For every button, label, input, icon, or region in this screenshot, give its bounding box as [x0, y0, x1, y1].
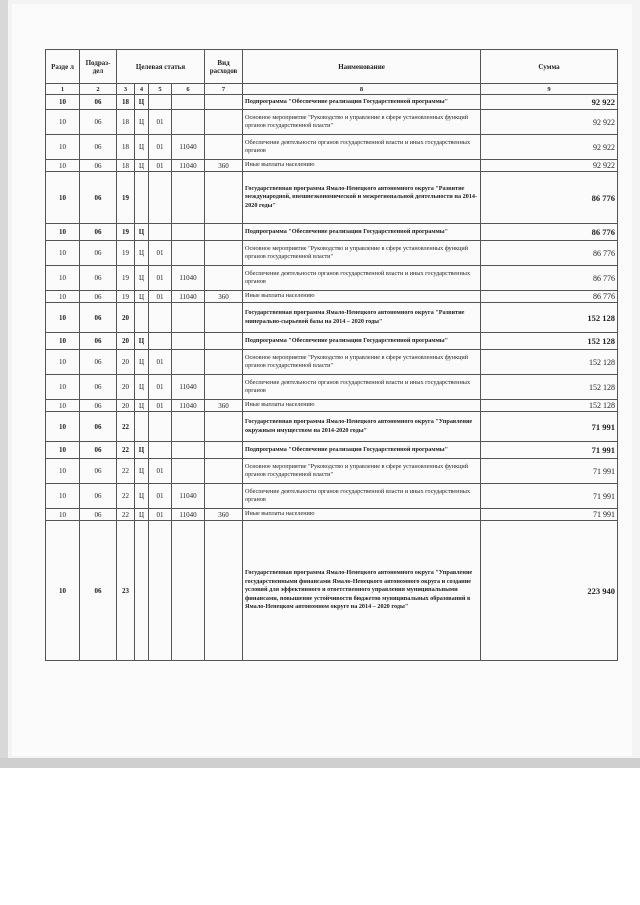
activity-code-cell — [149, 442, 172, 459]
podrazdel-cell: 06 — [80, 172, 117, 224]
activity-code-cell: 01 — [149, 484, 172, 509]
table-row — [46, 509, 618, 521]
program-code-cell: 19 — [117, 224, 135, 241]
sum-cell: 152 128 — [481, 375, 618, 400]
sum-cell: 92 922 — [481, 95, 618, 110]
razdel-cell: 10 — [46, 375, 80, 400]
direction-code-cell: 11040 — [172, 509, 205, 521]
expense-type-cell — [205, 172, 243, 224]
table-body — [46, 95, 618, 661]
activity-code-cell: 01 — [149, 266, 172, 291]
expense-type-cell — [205, 266, 243, 291]
sum-cell: 86 776 — [481, 224, 618, 241]
expense-type-cell — [205, 135, 243, 160]
razdel-cell: 10 — [46, 400, 80, 412]
header-expense-type: Вид расходов — [205, 50, 243, 84]
razdel-cell: 10 — [46, 172, 80, 224]
activity-code-cell: 01 — [149, 160, 172, 172]
column-number: 6 — [172, 84, 205, 95]
direction-code-cell: 11040 — [172, 291, 205, 303]
sum-cell: 71 991 — [481, 459, 618, 484]
razdel-cell: 10 — [46, 110, 80, 135]
table-row — [46, 241, 618, 266]
subprogram-code-cell: Ц — [135, 484, 149, 509]
sum-cell: 92 922 — [481, 135, 618, 160]
razdel-cell: 10 — [46, 484, 80, 509]
name-cell: Иные выплаты населению — [243, 291, 481, 303]
subprogram-code-cell: Ц — [135, 160, 149, 172]
column-number: 7 — [205, 84, 243, 95]
table-row — [46, 135, 618, 160]
column-number: 1 — [46, 84, 80, 95]
activity-code-cell — [149, 95, 172, 110]
activity-code-cell: 01 — [149, 350, 172, 375]
program-code-cell: 22 — [117, 459, 135, 484]
podrazdel-cell: 06 — [80, 459, 117, 484]
razdel-cell: 10 — [46, 135, 80, 160]
table-row — [46, 350, 618, 375]
program-code-cell: 20 — [117, 400, 135, 412]
table-row — [46, 459, 618, 484]
name-cell: Подпрограмма "Обеспечение реализации Государственной программы" — [243, 333, 481, 350]
razdel-cell: 10 — [46, 350, 80, 375]
name-cell: Государственная программа Ямало-Ненецкого автономного округа "Управление государственными финансами Ямало-Ненецкого автономного округа и создание условий для эффективного и ответственного управления муниципальными финансами, повышение устойчивости бюджетов муниципальных образований в Ямало-Ненецком автономном округе на 2014 – 2020 годы" — [243, 521, 481, 661]
expense-type-cell — [205, 442, 243, 459]
scan-edge-left — [0, 0, 8, 768]
podrazdel-cell: 06 — [80, 241, 117, 266]
razdel-cell: 10 — [46, 160, 80, 172]
program-code-cell: 19 — [117, 266, 135, 291]
subprogram-code-cell — [135, 521, 149, 661]
activity-code-cell — [149, 412, 172, 442]
name-cell: Основное мероприятие "Руководство и управление в сфере установленных функций органов государственной власти" — [243, 350, 481, 375]
sum-cell: 86 776 — [481, 291, 618, 303]
direction-code-cell — [172, 241, 205, 266]
sum-cell: 71 991 — [481, 442, 618, 459]
expense-type-cell — [205, 110, 243, 135]
name-cell: Иные выплаты населению — [243, 509, 481, 521]
expense-type-cell — [205, 224, 243, 241]
table-row — [46, 95, 618, 110]
direction-code-cell: 11040 — [172, 160, 205, 172]
razdel-cell: 10 — [46, 291, 80, 303]
podrazdel-cell: 06 — [80, 291, 117, 303]
program-code-cell: 20 — [117, 333, 135, 350]
razdel-cell: 10 — [46, 412, 80, 442]
sum-cell: 86 776 — [481, 172, 618, 224]
razdel-cell: 10 — [46, 521, 80, 661]
direction-code-cell — [172, 459, 205, 484]
podrazdel-cell: 06 — [80, 160, 117, 172]
activity-code-cell — [149, 172, 172, 224]
activity-code-cell: 01 — [149, 375, 172, 400]
table-row — [46, 266, 618, 291]
direction-code-cell — [172, 442, 205, 459]
subprogram-code-cell: Ц — [135, 224, 149, 241]
program-code-cell: 20 — [117, 350, 135, 375]
table-row — [46, 333, 618, 350]
table-header-row — [46, 50, 618, 84]
expense-type-cell: 360 — [205, 291, 243, 303]
sum-cell: 71 991 — [481, 509, 618, 521]
column-number: 9 — [481, 84, 618, 95]
program-code-cell: 19 — [117, 291, 135, 303]
expense-type-cell — [205, 333, 243, 350]
razdel-cell: 10 — [46, 459, 80, 484]
expense-type-cell — [205, 412, 243, 442]
name-cell: Иные выплаты населению — [243, 160, 481, 172]
table-row — [46, 110, 618, 135]
activity-code-cell — [149, 521, 172, 661]
subprogram-code-cell: Ц — [135, 135, 149, 160]
name-cell: Подпрограмма "Обеспечение реализации Государственной программы" — [243, 442, 481, 459]
header-podrazdel: Подраз- дел — [80, 50, 117, 84]
razdel-cell: 10 — [46, 303, 80, 333]
expense-type-cell — [205, 95, 243, 110]
subprogram-code-cell — [135, 412, 149, 442]
subprogram-code-cell: Ц — [135, 459, 149, 484]
podrazdel-cell: 06 — [80, 509, 117, 521]
podrazdel-cell: 06 — [80, 266, 117, 291]
activity-code-cell: 01 — [149, 400, 172, 412]
expense-type-cell — [205, 375, 243, 400]
podrazdel-cell: 06 — [80, 333, 117, 350]
name-cell: Основное мероприятие "Руководство и управление в сфере установленных функций органов государственной власти" — [243, 110, 481, 135]
header-name: Наименование — [243, 50, 481, 84]
program-code-cell: 22 — [117, 484, 135, 509]
podrazdel-cell: 06 — [80, 135, 117, 160]
direction-code-cell — [172, 350, 205, 375]
subprogram-code-cell — [135, 172, 149, 224]
expense-type-cell: 360 — [205, 400, 243, 412]
column-number: 4 — [135, 84, 149, 95]
table-row — [46, 412, 618, 442]
table-row — [46, 303, 618, 333]
podrazdel-cell: 06 — [80, 484, 117, 509]
table-row — [46, 400, 618, 412]
name-cell: Иные выплаты населению — [243, 400, 481, 412]
subprogram-code-cell: Ц — [135, 95, 149, 110]
activity-code-cell — [149, 303, 172, 333]
direction-code-cell — [172, 224, 205, 241]
activity-code-cell: 01 — [149, 509, 172, 521]
header-razdel: Разде л — [46, 50, 80, 84]
razdel-cell: 10 — [46, 224, 80, 241]
expense-type-cell — [205, 484, 243, 509]
expense-type-cell: 360 — [205, 160, 243, 172]
name-cell: Основное мероприятие "Руководство и управление в сфере установленных функций органов государственной власти" — [243, 241, 481, 266]
direction-code-cell — [172, 521, 205, 661]
program-code-cell: 22 — [117, 509, 135, 521]
column-number: 3 — [117, 84, 135, 95]
program-code-cell: 18 — [117, 95, 135, 110]
sum-cell: 92 922 — [481, 110, 618, 135]
program-code-cell: 18 — [117, 160, 135, 172]
column-number: 8 — [243, 84, 481, 95]
razdel-cell: 10 — [46, 95, 80, 110]
direction-code-cell — [172, 333, 205, 350]
program-code-cell: 22 — [117, 442, 135, 459]
subprogram-code-cell: Ц — [135, 291, 149, 303]
podrazdel-cell: 06 — [80, 412, 117, 442]
subprogram-code-cell: Ц — [135, 241, 149, 266]
sum-cell: 71 991 — [481, 412, 618, 442]
program-code-cell: 23 — [117, 521, 135, 661]
program-code-cell: 20 — [117, 303, 135, 333]
name-cell: Государственная программа Ямало-Ненецкого автономного округа "Развитие международной, внешнеэкономической и межрегиональной деятельности на 2014-2020 годы" — [243, 172, 481, 224]
program-code-cell: 18 — [117, 110, 135, 135]
table-row — [46, 224, 618, 241]
sum-cell: 86 776 — [481, 241, 618, 266]
expense-type-cell: 360 — [205, 509, 243, 521]
expense-type-cell — [205, 241, 243, 266]
podrazdel-cell: 06 — [80, 95, 117, 110]
name-cell: Государственная программа Ямало-Ненецкого автономного округа "Управление окружным имуществом на 2014-2020 годы" — [243, 412, 481, 442]
program-code-cell: 18 — [117, 135, 135, 160]
sum-cell: 223 940 — [481, 521, 618, 661]
podrazdel-cell: 06 — [80, 303, 117, 333]
table-row — [46, 160, 618, 172]
direction-code-cell — [172, 412, 205, 442]
razdel-cell: 10 — [46, 442, 80, 459]
sum-cell: 152 128 — [481, 350, 618, 375]
activity-code-cell: 01 — [149, 241, 172, 266]
subprogram-code-cell — [135, 303, 149, 333]
name-cell: Обеспечение деятельности органов государственной власти и иных государственных органов — [243, 135, 481, 160]
header-target-article: Целевая статья — [117, 50, 205, 84]
name-cell: Основное мероприятие "Руководство и управление в сфере установленных функций органов государственной власти" — [243, 459, 481, 484]
subprogram-code-cell: Ц — [135, 442, 149, 459]
subprogram-code-cell: Ц — [135, 375, 149, 400]
activity-code-cell: 01 — [149, 135, 172, 160]
column-number-row — [46, 84, 618, 95]
subprogram-code-cell: Ц — [135, 266, 149, 291]
header-sum: Сумма — [481, 50, 618, 84]
direction-code-cell: 11040 — [172, 135, 205, 160]
podrazdel-cell: 06 — [80, 442, 117, 459]
razdel-cell: 10 — [46, 266, 80, 291]
podrazdel-cell: 06 — [80, 224, 117, 241]
activity-code-cell — [149, 224, 172, 241]
name-cell: Подпрограмма "Обеспечение реализации Государственной программы" — [243, 95, 481, 110]
activity-code-cell — [149, 333, 172, 350]
subprogram-code-cell: Ц — [135, 509, 149, 521]
name-cell: Подпрограмма "Обеспечение реализации Государственной программы" — [243, 224, 481, 241]
podrazdel-cell: 06 — [80, 350, 117, 375]
expense-type-cell — [205, 303, 243, 333]
budget-table — [45, 49, 618, 661]
subprogram-code-cell: Ц — [135, 110, 149, 135]
podrazdel-cell: 06 — [80, 400, 117, 412]
table-row — [46, 521, 618, 661]
program-code-cell: 19 — [117, 172, 135, 224]
activity-code-cell: 01 — [149, 459, 172, 484]
podrazdel-cell: 06 — [80, 375, 117, 400]
table-row — [46, 442, 618, 459]
razdel-cell: 10 — [46, 509, 80, 521]
direction-code-cell: 11040 — [172, 400, 205, 412]
table-row — [46, 484, 618, 509]
direction-code-cell — [172, 110, 205, 135]
expense-type-cell — [205, 521, 243, 661]
table-row — [46, 291, 618, 303]
sum-cell: 152 128 — [481, 303, 618, 333]
activity-code-cell: 01 — [149, 110, 172, 135]
program-code-cell: 20 — [117, 375, 135, 400]
direction-code-cell: 11040 — [172, 266, 205, 291]
direction-code-cell — [172, 303, 205, 333]
name-cell: Обеспечение деятельности органов государственной власти и иных государственных органов — [243, 484, 481, 509]
program-code-cell: 19 — [117, 241, 135, 266]
sum-cell: 71 991 — [481, 484, 618, 509]
activity-code-cell: 01 — [149, 291, 172, 303]
sum-cell: 92 922 — [481, 160, 618, 172]
sum-cell: 86 776 — [481, 266, 618, 291]
direction-code-cell — [172, 172, 205, 224]
expense-type-cell — [205, 459, 243, 484]
column-number: 2 — [80, 84, 117, 95]
program-code-cell: 22 — [117, 412, 135, 442]
name-cell: Обеспечение деятельности органов государственной власти и иных государственных органов — [243, 266, 481, 291]
direction-code-cell — [172, 95, 205, 110]
table-row — [46, 172, 618, 224]
sum-cell: 152 128 — [481, 400, 618, 412]
podrazdel-cell: 06 — [80, 110, 117, 135]
name-cell: Государственная программа Ямало-Ненецкого автономного округа "Развитие минерально-сырьевой базы на 2014 – 2020 годы" — [243, 303, 481, 333]
direction-code-cell: 11040 — [172, 375, 205, 400]
expense-type-cell — [205, 350, 243, 375]
table-row — [46, 375, 618, 400]
column-number: 5 — [149, 84, 172, 95]
sum-cell: 152 128 — [481, 333, 618, 350]
subprogram-code-cell: Ц — [135, 350, 149, 375]
scan-edge-bottom — [0, 758, 640, 768]
subprogram-code-cell: Ц — [135, 400, 149, 412]
razdel-cell: 10 — [46, 241, 80, 266]
name-cell: Обеспечение деятельности органов государственной власти и иных государственных органов — [243, 375, 481, 400]
direction-code-cell: 11040 — [172, 484, 205, 509]
razdel-cell: 10 — [46, 333, 80, 350]
subprogram-code-cell: Ц — [135, 333, 149, 350]
podrazdel-cell: 06 — [80, 521, 117, 661]
